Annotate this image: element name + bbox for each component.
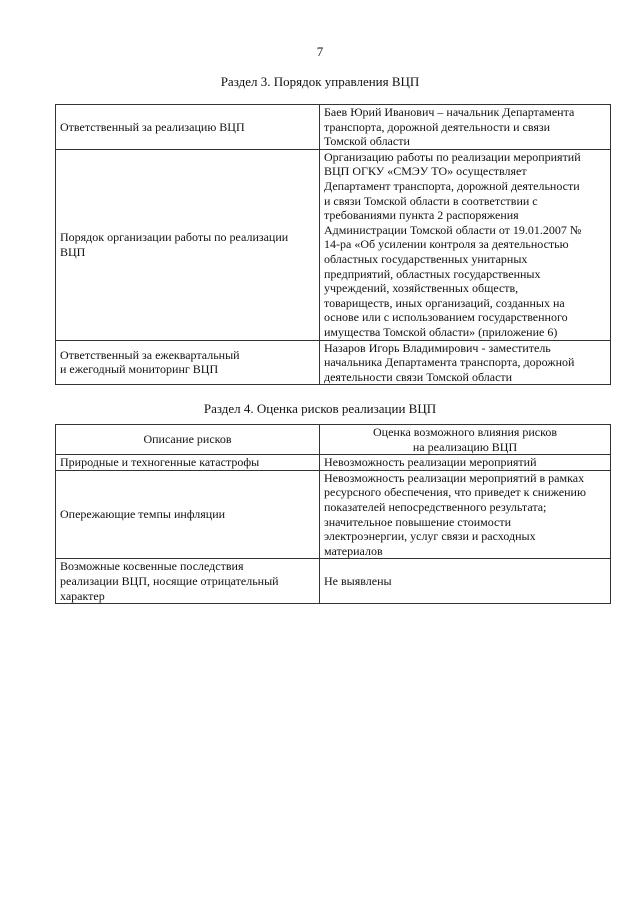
risk-label: Возможные косвенные последствия реализации ВЦП, носящие отрицательный характер (56, 559, 320, 604)
table-row (56, 105, 611, 150)
table-row (56, 470, 611, 559)
work-order-value: Организацию работы по реализации мероприятий ВЦП ОГКУ «СМЭУ ТО» осуществляет Департамент транспорта, дорожной деятельности и связи Томской области в соответствии с требованиями пункта 2 распоряжения Администрации Томской области от 19.01.2007 № 14-ра «Об усилении контроля за деятельностью областных государственных унитарных предприятий, областных государственных учреждений, хозяйственных обществ, товариществ, иных организаций, созданных на основе или с использованием государственного имущества Томской области» (приложение 6) (320, 149, 611, 340)
section-3-title: Раздел 3. Порядок управления ВЦП (220, 74, 420, 89)
work-order-label: Порядок организации работы по реализации ВЦП (56, 149, 320, 340)
risk-table (55, 424, 611, 604)
table-row (56, 455, 611, 471)
column-header-impact-assessment: Оценка возможного влияния рисков на реализацию ВЦП (320, 425, 611, 455)
column-header-risk-description: Описание рисков (56, 425, 320, 455)
risk-impact: Невозможность реализации мероприятий в рамках ресурсного обеспечения, что приведет к снижению показателей непосредственного результата; значительное повышение стоимости электроэнергии, услуг связи и расходных материалов (320, 470, 611, 559)
table-row (56, 559, 611, 604)
page-number: 7 (316, 44, 324, 59)
table-row (56, 149, 611, 340)
risk-impact: Не выявлены (320, 559, 611, 604)
risk-label: Опережающие темпы инфляции (56, 470, 320, 559)
monitoring-label: Ответственный за ежеквартальный и ежегодный мониторинг ВЦП (56, 340, 320, 385)
section-4-title: Раздел 4. Оценка рисков реализации ВЦП (203, 401, 437, 416)
risk-label: Природные и техногенные катастрофы (56, 455, 320, 471)
risk-impact: Невозможность реализации мероприятий (320, 455, 611, 471)
responsible-label: Ответственный за реализацию ВЦП (56, 105, 320, 150)
responsible-value: Баев Юрий Иванович – начальник Департамента транспорта, дорожной деятельности и связи Томской области (320, 105, 611, 150)
table-header-row (56, 425, 611, 455)
management-table (55, 104, 611, 385)
monitoring-value: Назаров Игорь Владимирович - заместитель начальника Департамента транспорта, дорожной деятельности связи Томской области (320, 340, 611, 385)
table-row (56, 340, 611, 385)
